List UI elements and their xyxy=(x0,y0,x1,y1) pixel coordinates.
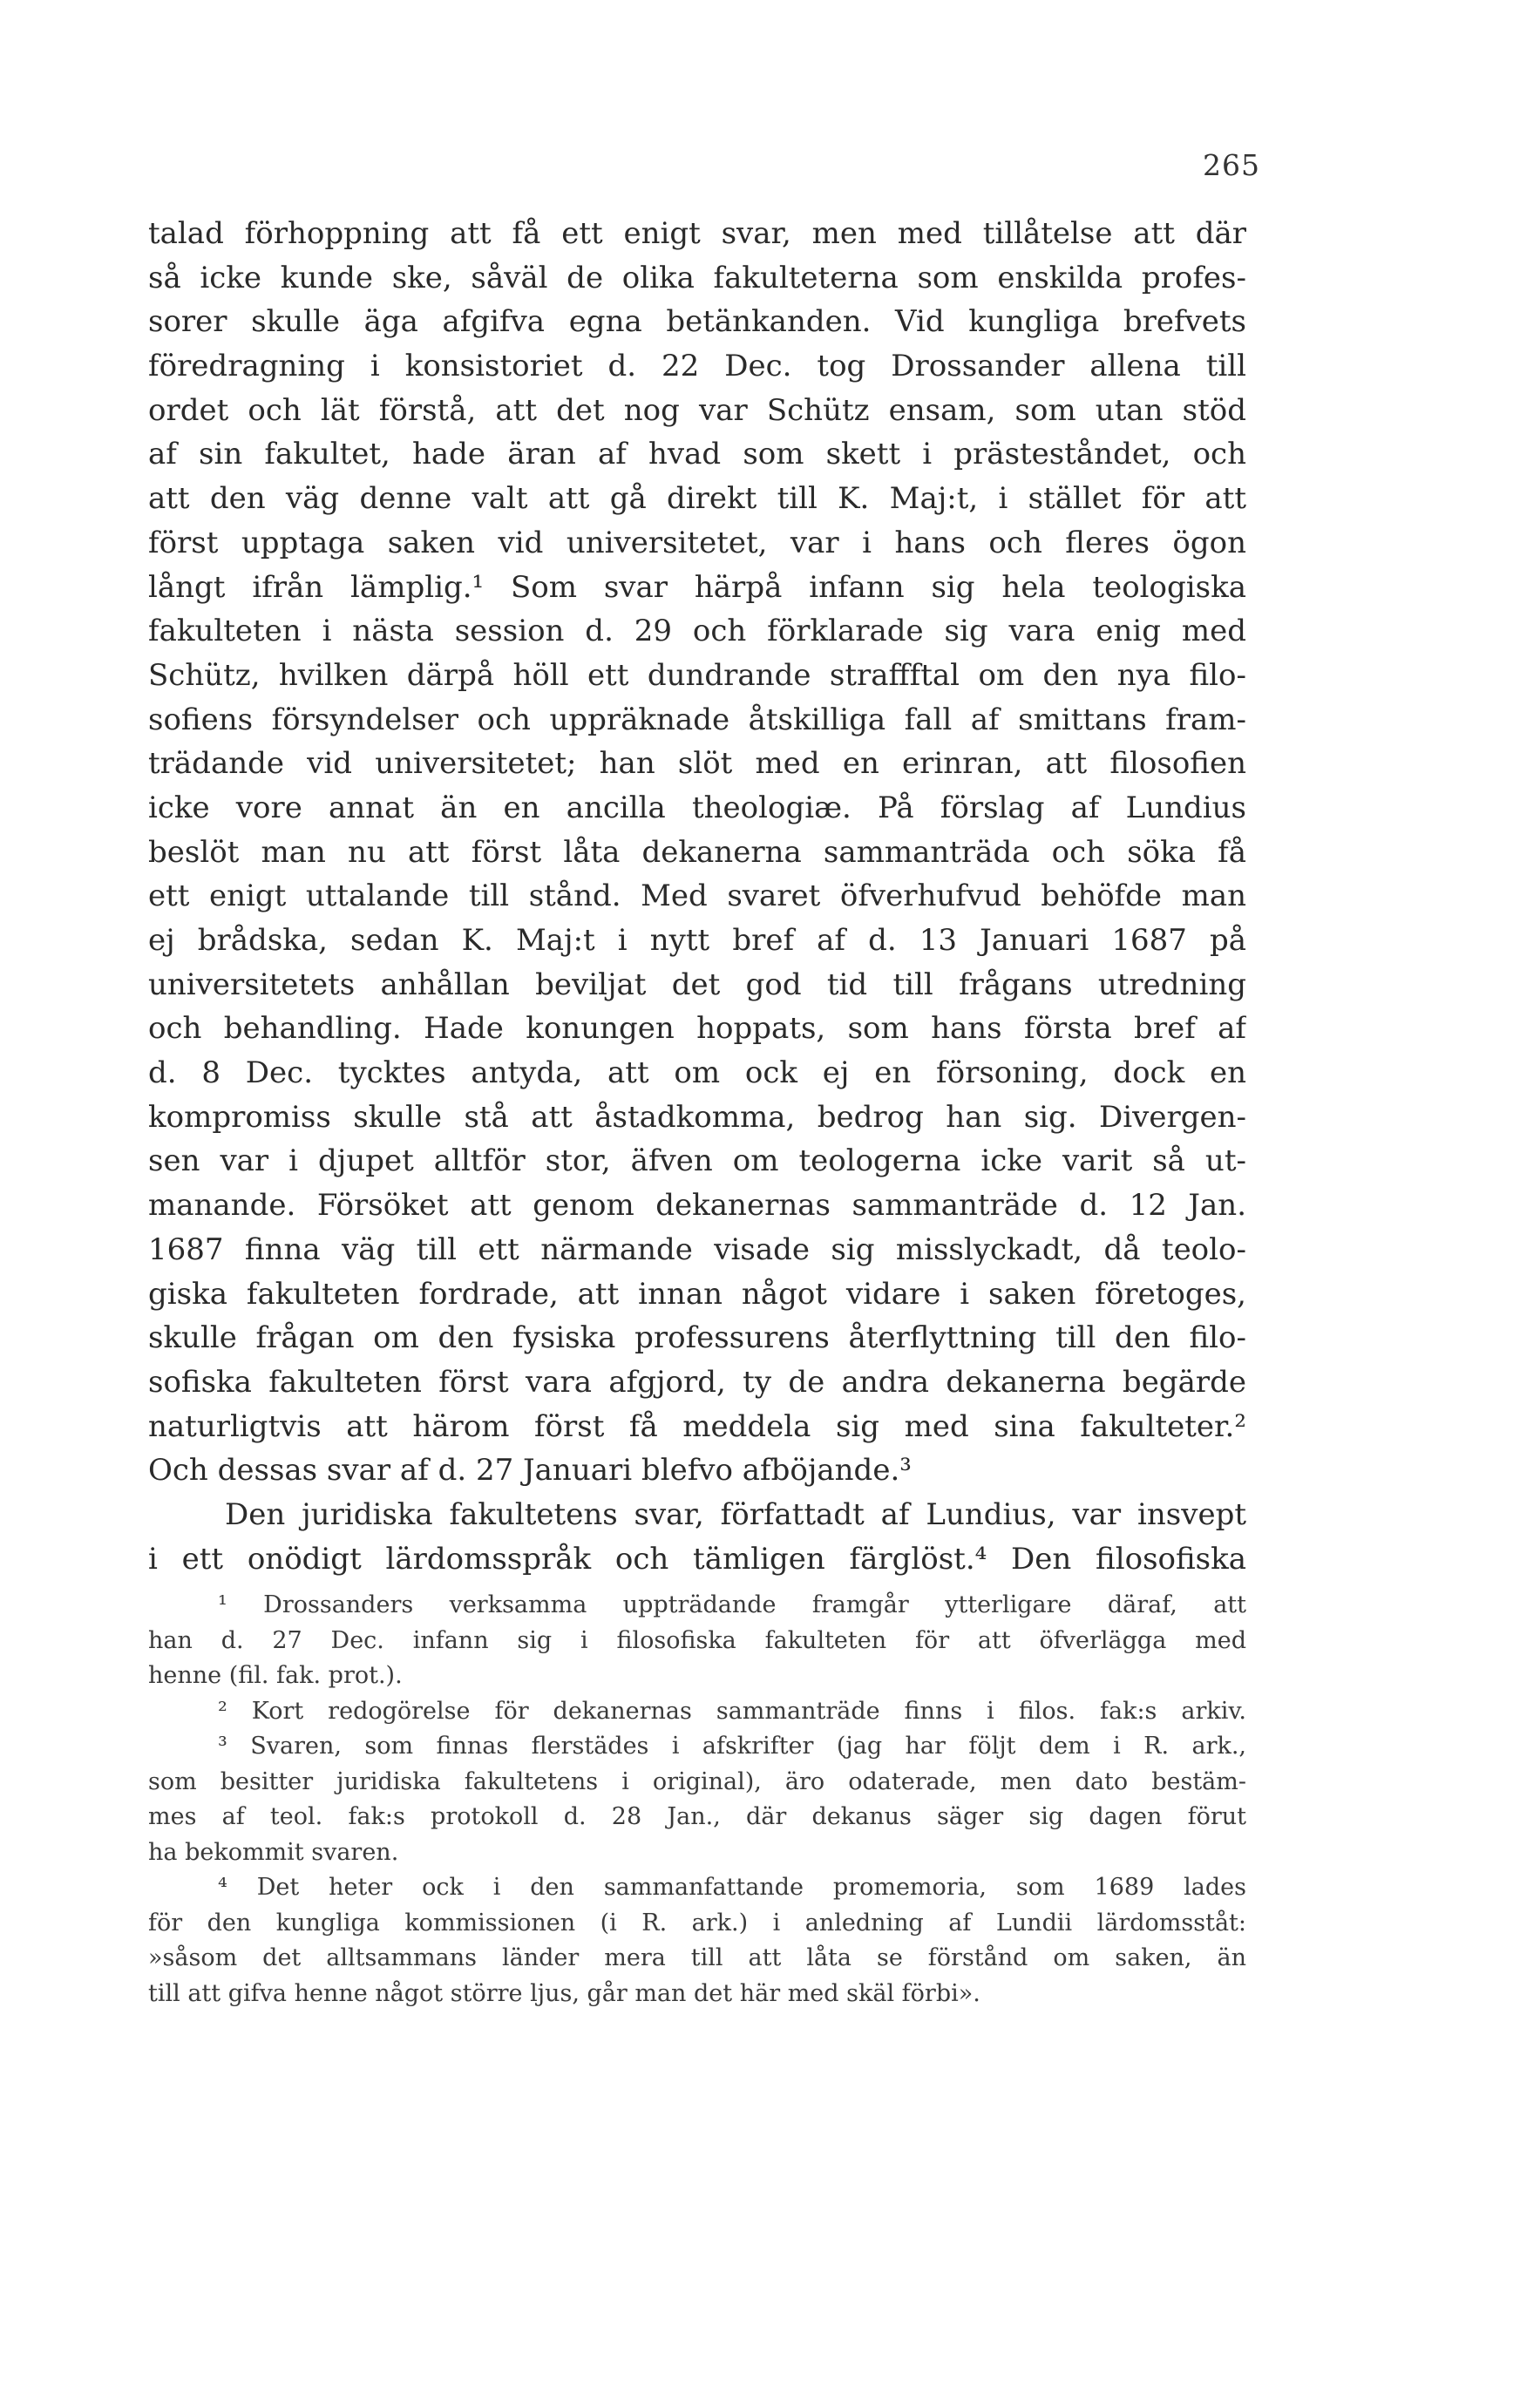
body-line: först upptaga saken vid universitetet, var i hans och fleres ögon xyxy=(148,525,1246,560)
body-line: föredragning i konsistoriet d. 22 Dec. tog Drossander allena till xyxy=(148,349,1246,384)
body-line: och behandling. Hade konungen hoppats, som hans första bref af xyxy=(148,1011,1246,1047)
body-line: beslöt man nu att först låta dekanerna sammanträda och söka få xyxy=(148,834,1246,870)
footnote-line: för den kungliga kommissionen (i R. ark.) i anledning af Lundii lärdomsståt: xyxy=(148,1909,1246,1937)
body-line: sofiska fakulteten först vara afgjord, ty de andra dekanerna begärde xyxy=(148,1364,1246,1400)
body-line: talad förhoppning att få ett enigt svar, men med tillåtelse att där xyxy=(148,216,1246,251)
footnote-line: ⁴ Det heter ock i den sammanfattande promemoria, som 1689 lades xyxy=(218,1874,1246,1901)
body-line: manande. Försöket att genom dekanernas sammanträde d. 12 Jan. xyxy=(148,1188,1246,1224)
body-line: ett enigt uttalande till stånd. Med svaret öfverhufvud behöfde man xyxy=(148,878,1246,914)
body-line: Och dessas svar af d. 27 Januari blefvo afböjande.³ xyxy=(148,1453,912,1489)
footnote-line: »såsom det alltsammans länder mera till att låta se förstånd om saken, än xyxy=(148,1944,1246,1971)
body-line: 1687 finna väg till ett närmande visade sig misslyckadt, då teolo- xyxy=(148,1231,1246,1267)
body-line: skulle frågan om den fysiska professurens återflyttning till den filo- xyxy=(148,1320,1246,1356)
body-line: giska fakulteten fordrade, att innan något vidare i saken företoges, xyxy=(148,1276,1246,1312)
body-line: ej brådska, sedan K. Maj:t i nytt bref af d. 13 Januari 1687 på xyxy=(148,923,1246,958)
body-line: kompromiss skulle stå att åstadkomma, bedrog han sig. Divergen- xyxy=(148,1099,1246,1135)
footnote-line: han d. 27 Dec. infann sig i filosofiska fakulteten för att öfverlägga med xyxy=(148,1626,1246,1654)
footnote-line: henne (fil. fak. prot.). xyxy=(148,1662,403,1689)
footnote-line: ² Kort redogörelse för dekanernas sammanträde finns i filos. fak:s arkiv. xyxy=(218,1697,1246,1725)
body-line: ordet och lät förstå, att det nog var Schütz ensam, som utan stöd xyxy=(148,392,1246,428)
body-line: Den juridiska fakultetens svar, författadt af Lundius, var insvept xyxy=(225,1496,1246,1532)
body-line: naturligtvis att härom först få meddela sig med sina fakulteter.² xyxy=(148,1408,1246,1444)
body-line: Schütz, hvilken därpå höll ett dundrande straffftal om den nya filo- xyxy=(148,657,1246,693)
body-line: trädande vid universitetet; han slöt med en erinran, att filosofien xyxy=(148,746,1246,782)
body-line: att den väg denne valt att gå direkt till K. Maj:t, i stället för att xyxy=(148,481,1246,517)
footnote-line: mes af teol. fak:s protokoll d. 28 Jan., där dekanus säger sig dagen förut xyxy=(148,1803,1246,1830)
body-line: icke vore annat än en ancilla theologiæ. På förslag af Lundius xyxy=(148,790,1246,825)
footnote-line: till att gifva henne något större ljus, går man det här med skäl förbi». xyxy=(148,1979,980,2007)
body-line: i ett onödigt lärdomsspråk och tämligen färglöst.⁴ Den filosofiska xyxy=(148,1541,1246,1577)
body-line: sorer skulle äga afgifva egna betänkanden. Vid kungliga brefvets xyxy=(148,304,1246,340)
page-number: 265 xyxy=(1203,148,1260,182)
body-line: sen var i djupet alltför stor, äfven om teologerna icke varit så ut- xyxy=(148,1143,1246,1179)
footnote-line: ¹ Drossanders verksamma uppträdande framgår ytterligare däraf, att xyxy=(218,1591,1246,1618)
body-line: universitetets anhållan beviljat det god tid till frågans utredning xyxy=(148,967,1246,1002)
body-line: af sin fakultet, hade äran af hvad som skett i prästeståndet, och xyxy=(148,437,1246,472)
footnotes xyxy=(148,1588,1246,2011)
body-line: d. 8 Dec. tycktes antyda, att om ock ej en försoning, dock en xyxy=(148,1055,1246,1091)
body-text xyxy=(148,212,1246,1581)
footnote-line: som besitter juridiska fakultetens i original), äro odaterade, men dato bestäm- xyxy=(148,1767,1246,1795)
body-line: långt ifrån lämplig.¹ Som svar härpå infann sig hela teologiska xyxy=(148,569,1246,605)
footnote-line: ha bekommit svaren. xyxy=(148,1838,399,1866)
body-line: fakulteten i nästa session d. 29 och förklarade sig vara enig med xyxy=(148,614,1246,649)
body-line: så icke kunde ske, såväl de olika fakulteterna som enskilda profes- xyxy=(148,260,1246,295)
body-line: sofiens försyndelser och uppräknade åtskilliga fall af smittans fram- xyxy=(148,702,1246,737)
footnote-line: ³ Svaren, som finnas flerstädes i afskrifter (jag har följt dem i R. ark., xyxy=(218,1733,1246,1760)
